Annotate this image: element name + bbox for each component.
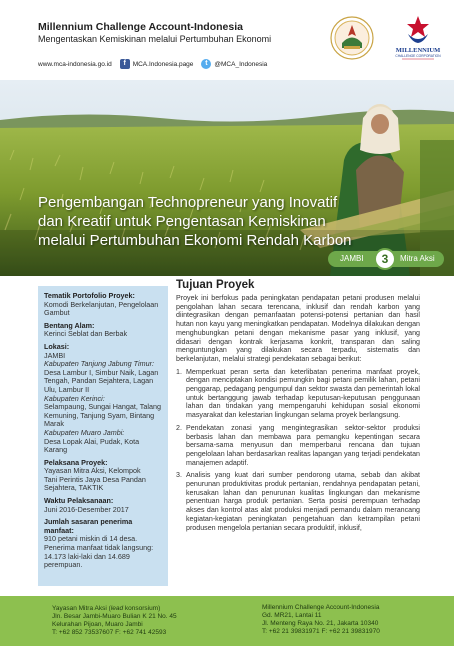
info-value: Tani Perintis Jaya Desa Pandan Sejahtera, TAKTIK bbox=[44, 474, 146, 493]
info-label: Bentang Alam: bbox=[44, 320, 95, 330]
mcc-logo-subtext: CHALLENGE CORPORATION bbox=[395, 54, 441, 58]
contact-row bbox=[38, 59, 267, 69]
header bbox=[0, 0, 454, 82]
twitter-link[interactable]: t @MCA_Indonesia bbox=[201, 59, 267, 69]
title-line: Pengembangan Technopreneur yang Inovatif bbox=[38, 194, 338, 211]
facebook-icon: f bbox=[120, 59, 130, 69]
province: JAMBI bbox=[44, 350, 66, 360]
title-line: melalui Pertumbuhan Ekonomi Rendah Karbon bbox=[38, 232, 352, 249]
district-name: Kabupaten Muaro Jambi: bbox=[44, 427, 125, 437]
intro-paragraph: Proyek ini berfokus pada peningkatan pendapatan petani produsen melalui pengolahan lahan secara terencana, inklusif dan rendah karbon yang diintegrasikan dengan pemanfaatan potensi-potensi pertanian dan hasil hutan non kayu yang meningkatkan pendapatan. Modelnya dilakukan dengan menghubungkan petani dengan mekanisme pasar yang inklusif, yang didasari dengan kontrak kerjasama konkrit, transparan dan saling menguntungkan yang dilakukan secara terpadu, sistematis dan berkelanjutan, melalui strategi pendekatan sebagai berikut: bbox=[176, 294, 420, 363]
info-value: Kerinci Seblat dan Berbak bbox=[44, 329, 128, 339]
mca-indonesia-logo bbox=[330, 16, 374, 60]
twitter-icon: t bbox=[201, 59, 211, 69]
list-item: 1. Memperkuat peran serta dan keterlibatan penerima manfaat proyek, dengan menciptakan kondisi pemungkin bagi petani pemilik lahan, petani penggarap, pedagang pengumpul dan sektor swasta dan pemerintah lokal untuk bertanggung jawab terhadap keputusan-keputusan penggunaan lahan dan tindakan yang mempengaruhi kehidupan sosial ekonomi masyarakat dan kelestarian lingkungan selama proyek berlangsung. bbox=[176, 367, 420, 420]
info-label: Jumlah sasaran penerima manfaat: bbox=[44, 517, 133, 535]
project-info-box bbox=[38, 286, 168, 586]
district-villages: Desa Lambur I, Simbur Naik, Lagan Tengah, Pandan Sejahtera, Lagan Ulu, Lambur II bbox=[44, 367, 159, 394]
info-label: Pelaksana Proyek: bbox=[44, 457, 108, 467]
info-label: Lokasi: bbox=[44, 341, 70, 351]
info-value: Juni 2016-Desember 2017 bbox=[44, 504, 129, 514]
district-name: Kabupaten Tanjung Jabung Timur: bbox=[44, 359, 154, 369]
info-label: Tematik Portofolio Proyek: bbox=[44, 291, 135, 300]
title-line: dan Kreatif untuk Pengentasan Kemiskinan bbox=[38, 213, 326, 230]
district-villages: Desa Lopak Alai, Pudak, Kota Karang bbox=[44, 436, 140, 455]
page-title bbox=[38, 193, 448, 250]
mcc-logo bbox=[394, 14, 442, 64]
website-link[interactable]: www.mca-indonesia.go.id bbox=[38, 60, 112, 68]
district-name: Kabupaten Kerinci: bbox=[44, 393, 105, 403]
info-label: Waktu Pelaksanaan: bbox=[44, 496, 114, 506]
strategy-list bbox=[176, 368, 420, 533]
org-name: Millennium Challenge Account-Indonesia bbox=[38, 21, 243, 33]
info-value: 910 petani miskin di 14 desa. Penerima manfaat tidak langsung: 14.173 laki-laki dan 14.689 perempuan. bbox=[44, 534, 154, 570]
section-title: Tujuan Proyek bbox=[176, 279, 255, 291]
facebook-link[interactable]: f MCA.Indonesia.page bbox=[120, 59, 194, 69]
info-value: Yayasan Mitra Aksi, Kelompok bbox=[44, 466, 141, 476]
list-item: 2. Pendekatan zonasi yang mengintegrasikan sektor-sektor produksi berbasis lahan dan membawa para pemangku kepentingan secara bersama-sama menyusun dan memperbarui rencana dan tujuan pengelolaan lahan berdasarkan realitas lapangan yang terjadi pendekatan manajemen adaptif. bbox=[176, 423, 420, 467]
badge-partner: Mitra Aksi bbox=[400, 254, 435, 263]
footer-mca-address: Millennium Challenge Account-Indonesia Gd. MR21, Lantai 11 Jl. Menteng Raya No. 21, Jakarta 10340 T: +62 21 39831971 F: +62 21 39831970 bbox=[262, 604, 380, 635]
org-tagline: Mengentaskan Kemiskinan melalui Pertumbuhan Ekonomi bbox=[38, 34, 272, 44]
badge-number: 3 bbox=[374, 248, 396, 270]
body-text bbox=[176, 294, 420, 536]
footer-partner-address: Yayasan Mitra Aksi (lead konsorsium) Jln. Besar Jambi-Muaro Bulian K 21 No. 45 Kelurahan Pijoan, Muaro Jambi T: +62 852 73537607 F: +62 741 42593 bbox=[52, 605, 177, 636]
district-villages: Selampaung, Sungai Hangat, Talang Kemuning, Tanjung Syam, Bintang Marak bbox=[44, 402, 161, 429]
badge-region: JAMBI bbox=[340, 254, 364, 263]
mcc-logo-text: MILLENNIUM bbox=[395, 47, 441, 54]
info-value: Komodi Berkelanjutan, Pengelolaan Gambut bbox=[44, 299, 159, 318]
list-item: 3. Analisis yang kuat dari sumber pendorong utama, sebab dan akibat penurunan produktivitas produk pertanian, rendahnya pendapatan petani, kerusakan lahan dan penurunan kualitas lingkungan dan mekanisme penentuan harga produk pertanian. Serta posisi perempuan terhadap akses dan kontrol atas alat produksi menjadi pemandu dalam merancang kegiatan-kegiatan peningkatan pengetahuan dan ketrampilan petani produsen mengelola pertanian secara produktif, inklusif, bbox=[176, 471, 420, 532]
